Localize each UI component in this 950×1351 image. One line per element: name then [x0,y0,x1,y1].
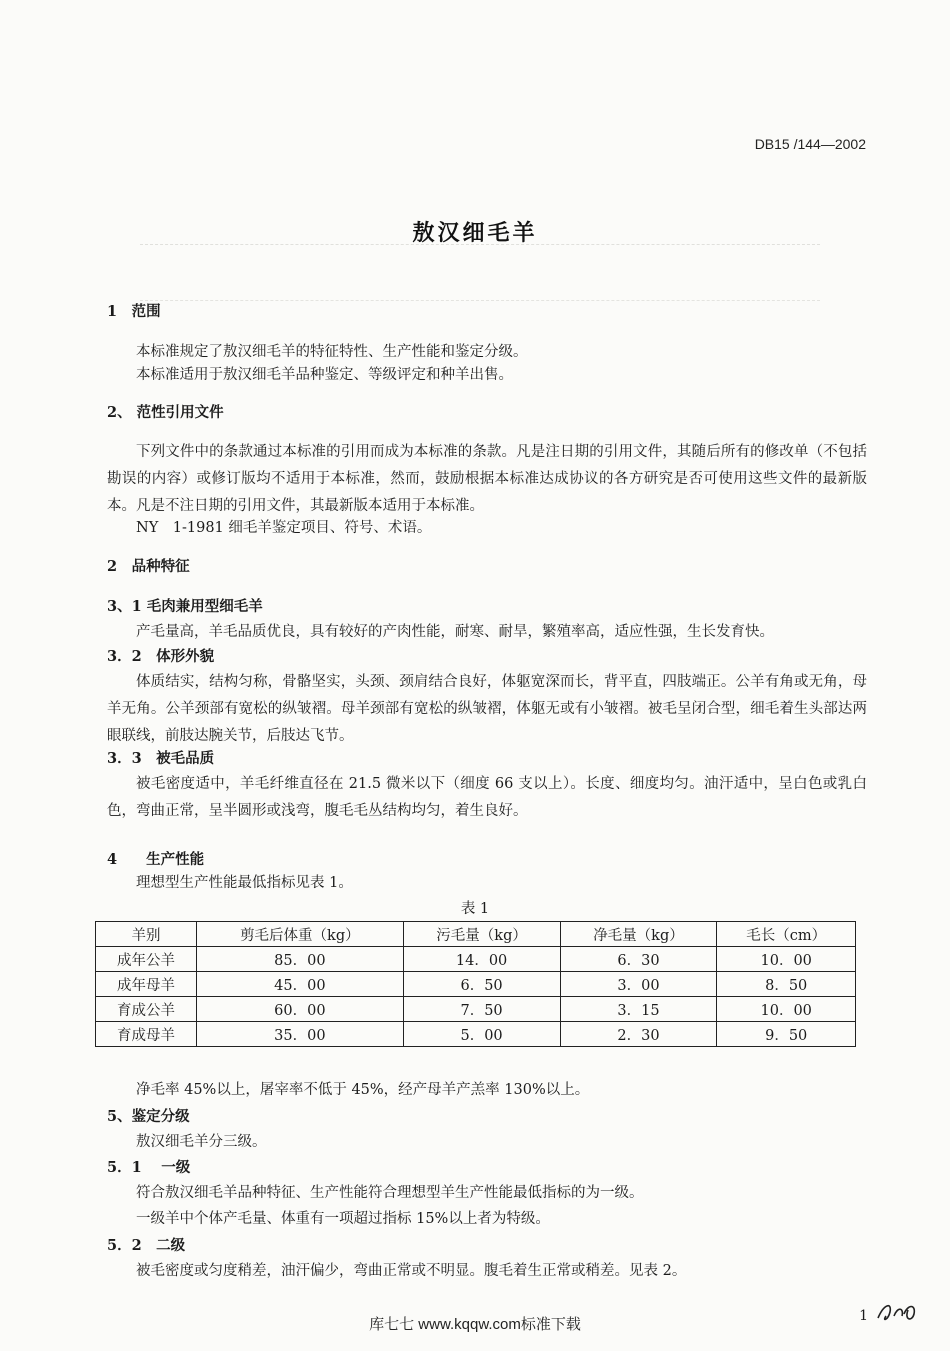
section-5-2-paragraph: 被毛密度或匀度稍差，油汗偏少，弯曲正常或不明显。腹毛着生正常或稍差。见表 2。 [136,1263,687,1279]
section-3-3-heading: 3．3 被毛品质 [107,750,215,767]
table-cell: 85．00 [197,947,404,972]
download-watermark: 库七七 www.kqqw.com标准下载 [369,1316,581,1333]
table-cell: 成年公羊 [96,947,197,972]
table-row [96,972,856,997]
table-header-cell: 净毛量（kg） [560,922,717,947]
table-header-cell: 毛长（cm） [717,922,856,947]
table-cell: 3．15 [560,997,717,1022]
section-5-1-paragraph: 一级羊中个体产毛量、体重有一项超过指标 15%以上者为特级。 [136,1211,550,1227]
table-cell: 3．00 [560,972,717,997]
section-1-heading: 1 范围 [107,303,161,320]
table-cell: 10．00 [717,997,856,1022]
table-row [96,1022,856,1047]
table-cell: 育成公羊 [96,997,197,1022]
table-cell: 6．50 [403,972,560,997]
section-3-2-paragraph: 体质结实，结构匀称，骨骼坚实，头颈、颈肩结合良好，体躯宽深而长，背平直，四肢端正。公羊有角或无角，母羊无角。公羊颈部有宽松的纵皱褶。母羊颈部有宽松的纵皱褶，体躯无或有小皱褶。被毛呈闭合型，细毛着生头部达两眼联线，前肢达腕关节，后肢达飞节。 [107,674,867,744]
section-4-paragraph: 理想型生产性能最低指标见表 1。 [136,875,353,891]
standard-code: DB15 /144—2002 [754,136,866,152]
section-1-paragraph: 本标准适用于敖汉细毛羊品种鉴定、等级评定和种羊出售。 [136,367,513,383]
table-row [96,947,856,972]
table-caption: 表 1 [460,901,490,917]
section-3-3-paragraph: 被毛密度适中，羊毛纤维直径在 21.5 微米以下（细度 66 支以上）。长度、细度均匀。油汗适中，呈白色或乳白色，弯曲正常，呈半圆形或浅弯，腹毛毛丛结构均匀，着生良好。 [107,776,867,819]
reference-item: NY 1-1981 细毛羊鉴定项目、符号、术语。 [136,520,432,536]
section-5-1-heading: 5．1 一级 [107,1159,191,1176]
section-5-heading: 5、鉴定分级 [107,1108,190,1125]
table-cell: 35．00 [197,1022,404,1047]
section-3-1-paragraph: 产毛量高，羊毛品质优良，具有较好的产肉性能，耐寒、耐旱，繁殖率高，适应性强，生长发育快。 [136,624,774,640]
page-number: 1 [859,1308,868,1324]
table-cell: 育成母羊 [96,1022,197,1047]
bleed-through-mark [140,300,820,302]
section-3-1-heading: 3、1 毛肉兼用型细毛羊 [107,598,263,615]
table-cell: 14．00 [403,947,560,972]
table-cell: 5．00 [403,1022,560,1047]
section-4-heading: 4 生产性能 [107,851,205,868]
table-header-cell: 污毛量（kg） [403,922,560,947]
section-2-heading: 2、 范性引用文件 [107,404,224,421]
table-cell: 2．30 [560,1022,717,1047]
section-5-paragraph: 敖汉细毛羊分三级。 [136,1134,267,1150]
document-title: 敖汉细毛羊 [412,220,538,246]
table-cell: 成年母羊 [96,972,197,997]
table-cell: 7．50 [403,997,560,1022]
section-5-1-paragraph: 符合敖汉细毛羊品种特征、生产性能符合理想型羊生产性能最低指标的为一级。 [136,1185,644,1201]
section-5-2-heading: 5．2 二级 [107,1237,186,1254]
table-header-row [96,922,856,947]
handwritten-mark-icon [874,1296,920,1326]
section-3-heading: 2 品种特征 [107,558,190,575]
table-cell: 9．50 [717,1022,856,1047]
table-cell: 10．00 [717,947,856,972]
production-performance-table [95,921,856,1047]
section-1-paragraph: 本标准规定了敖汉细毛羊的特征特性、生产性能和鉴定分级。 [136,344,528,360]
section-2-paragraph: 下列文件中的条款通过本标准的引用而成为本标准的条款。凡是注日期的引用文件，其随后所有的修改单（不包括勘误的内容）或修订版均不适用于本标准，然而，鼓励根据本标准达成协议的各方研究是否可使用这些文件的最新版本。凡是不注日期的引用文件，其最新版本适用于本标准。 [107,444,867,514]
table-header-cell: 剪毛后体重（kg） [197,922,404,947]
table-cell: 8．50 [717,972,856,997]
table-cell: 6．30 [560,947,717,972]
table-row [96,997,856,1022]
section-4-summary: 净毛率 45%以上，屠宰率不低于 45%，经产母羊产羔率 130%以上。 [136,1082,590,1098]
table-cell: 60．00 [197,997,404,1022]
table-header-cell: 羊别 [96,922,197,947]
table-cell: 45．00 [197,972,404,997]
section-3-2-heading: 3．2 体形外貌 [107,648,215,665]
